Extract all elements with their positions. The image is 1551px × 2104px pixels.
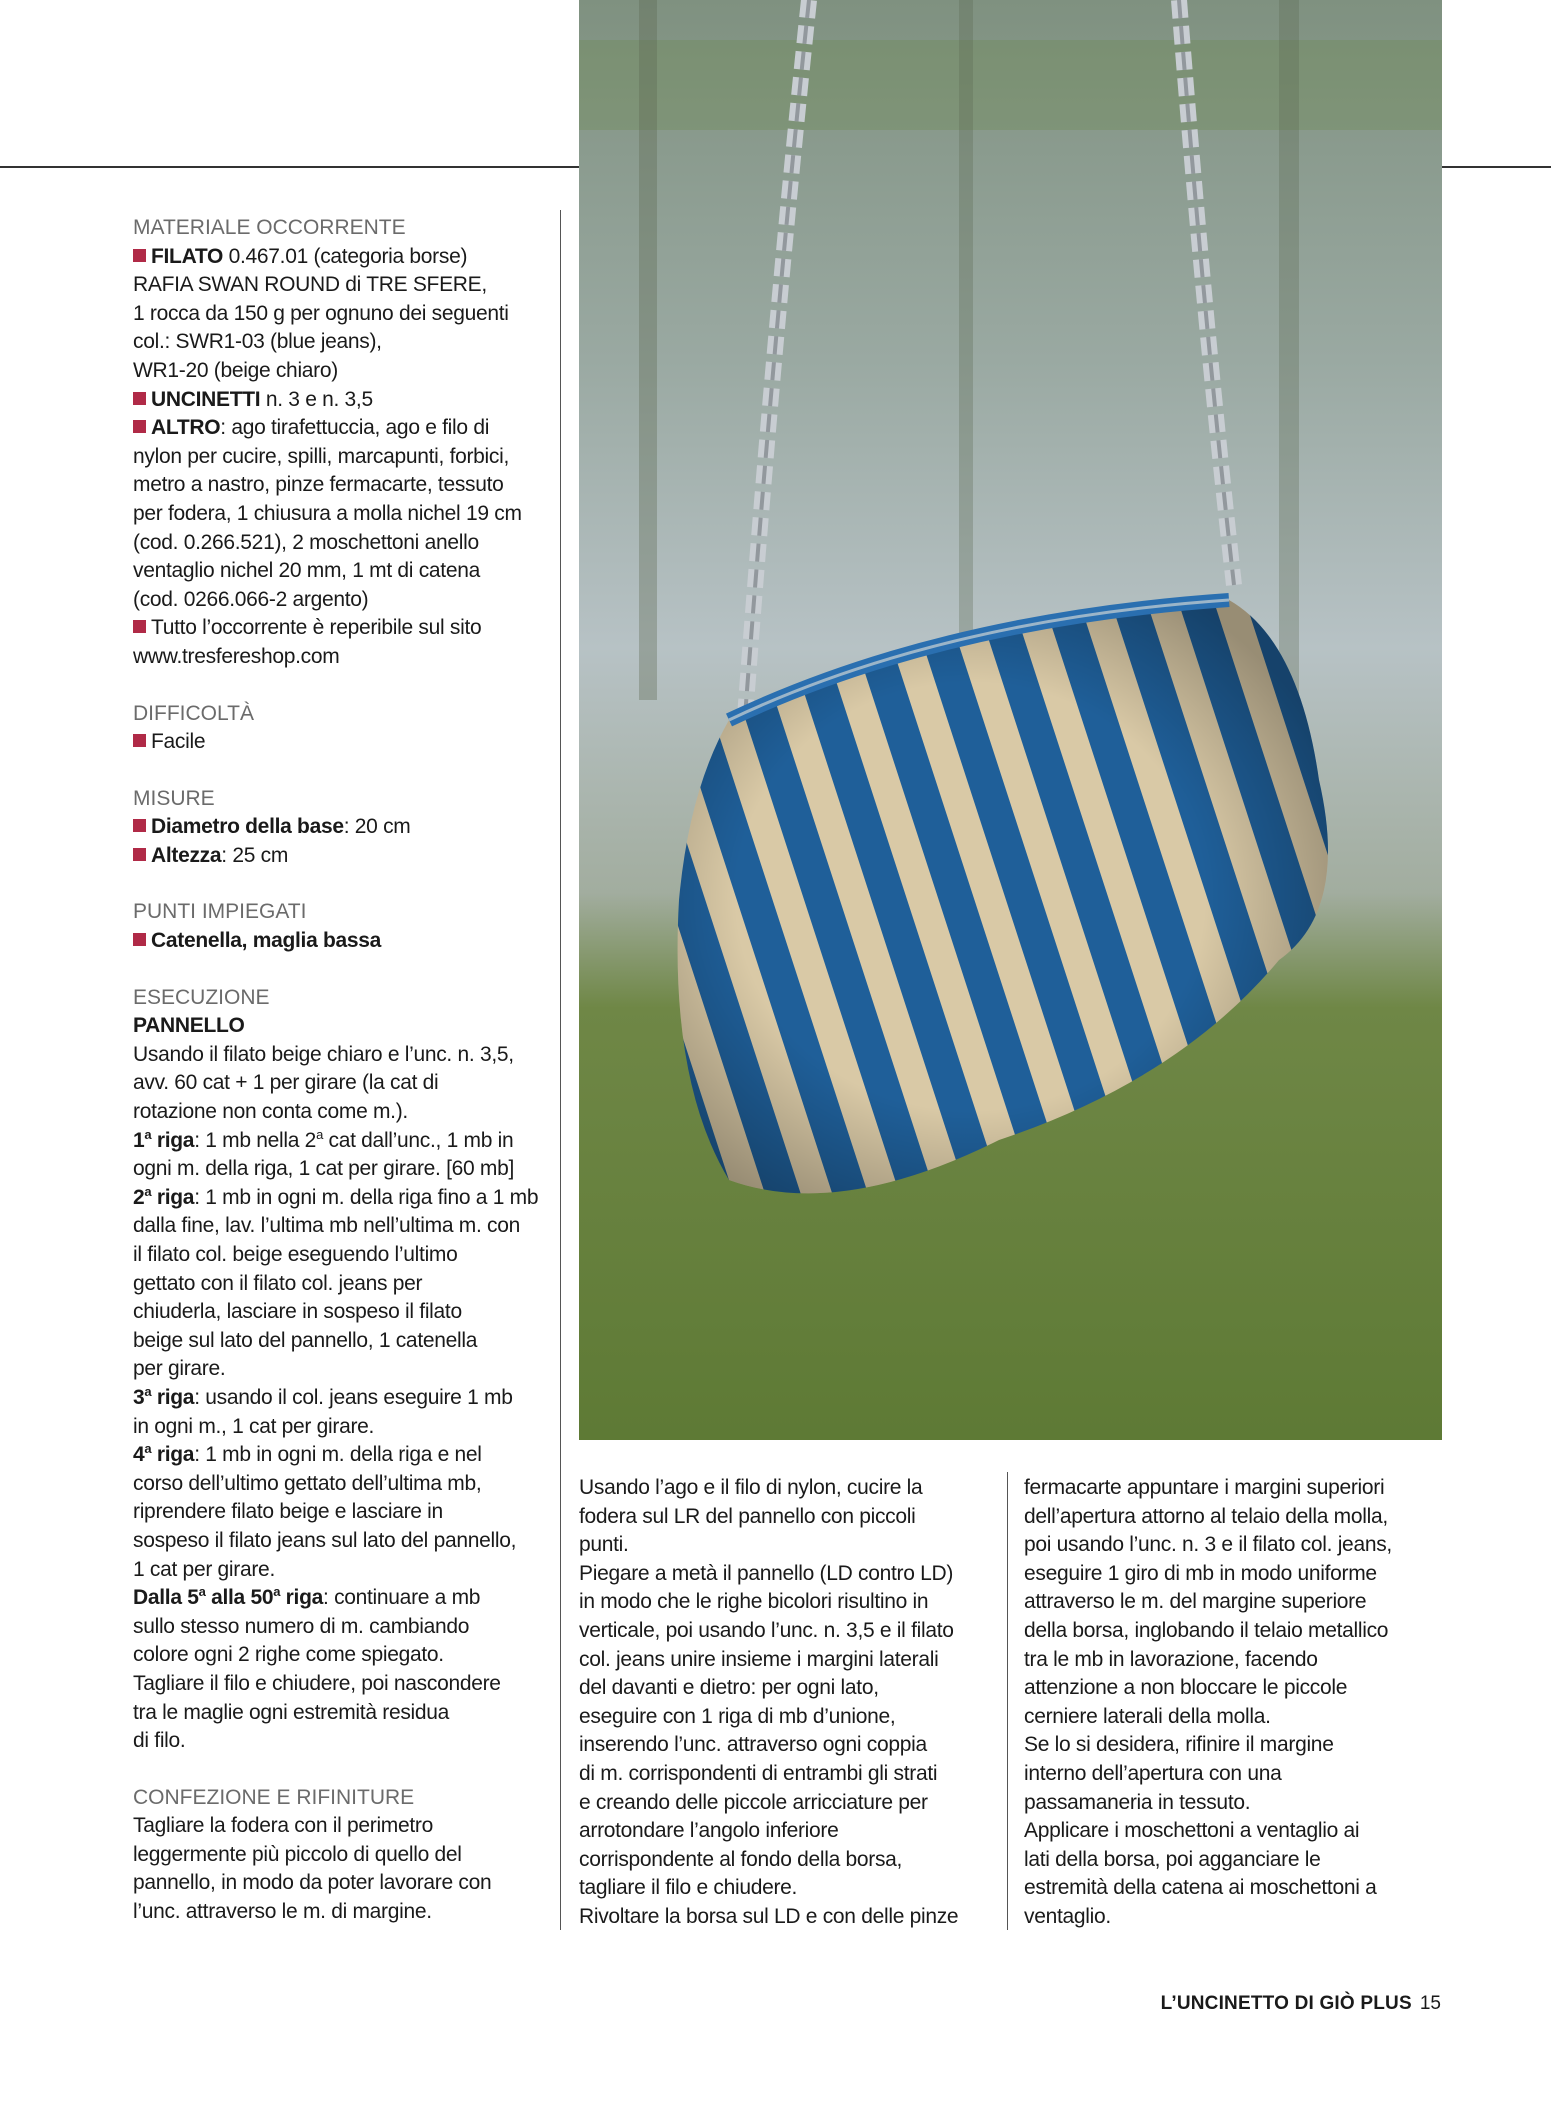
bullet-square-icon	[133, 933, 146, 946]
instruction-text: pannello, in modo da poter lavorare con	[133, 1871, 492, 1895]
bullet-square-icon	[133, 819, 146, 832]
instruction-text: tra le mb in lavorazione, facendo	[1024, 1647, 1318, 1671]
riga-4: 4$^a$ riga: 1 mb in ogni m. della riga e nel	[133, 1441, 482, 1467]
website-text: www.tresfereshop.com	[133, 644, 340, 668]
instruction-text: eseguire 1 giro di mb in modo uniforme	[1024, 1561, 1377, 1585]
product-photo	[579, 0, 1442, 1440]
altro-text: (cod. 0.266.521), 2 moschettoni anello	[133, 530, 479, 554]
section-heading-esecuzione: ESECUZIONE	[133, 985, 270, 1009]
misure-diametro: Diametro della base: 20 cm	[133, 813, 563, 842]
subheading-pannello: PANNELLO	[133, 1014, 245, 1038]
instruction-text: interno dell’apertura con una	[1024, 1761, 1282, 1785]
instruction-text: fodera sul LR del pannello con piccoli	[579, 1504, 916, 1528]
altro-line: ALTRO: ago tirafettuccia, ago e filo di	[133, 414, 563, 443]
right-column	[1024, 1474, 1444, 1932]
bullet-square-icon	[133, 420, 146, 433]
instruction-text: Se lo si desidera, rifinire il margine	[1024, 1733, 1334, 1757]
instruction-text: eseguire con 1 riga di mb d’unione,	[579, 1704, 896, 1728]
page-number: 15	[1419, 1993, 1441, 2014]
altro-text: nylon per cucire, spilli, marcapunti, forbici,	[133, 444, 510, 468]
left-column	[133, 214, 563, 1927]
filato-text: RAFIA SWAN ROUND di TRE SFERE,	[133, 273, 487, 297]
riga-1: 1$^a$ riga: 1 mb nella 2$^a$ cat dall’unc., 1 mb in	[133, 1126, 514, 1152]
instruction-text: in ogni m., 1 cat per girare.	[133, 1414, 375, 1438]
filato-text: WR1-20 (beige chiaro)	[133, 358, 338, 382]
column-divider-right	[1007, 1472, 1008, 1930]
instruction-text: Usando l’ago e il filo di nylon, cucire la	[579, 1476, 923, 1499]
punti-value: Catenella, maglia bassa	[133, 927, 563, 956]
instruction-text: Rivoltare la borsa sul LD e con delle pinze	[579, 1904, 959, 1928]
top-rule-right	[1442, 166, 1551, 168]
righe-5-50: Dalla 5$^a$ alla 50$^a$ riga: continuare a mb	[133, 1584, 481, 1610]
instruction-text: fermacarte appuntare i margini superiori	[1024, 1476, 1385, 1499]
instruction-text: tagliare il filo e chiudere.	[579, 1876, 798, 1900]
instruction-text: in modo che le righe bicolori risultino in	[579, 1590, 929, 1614]
instruction-text: cerniere laterali della molla.	[1024, 1704, 1271, 1728]
instruction-text: Piegare a metà il pannello (LD contro LD)	[579, 1561, 954, 1585]
uncinetti-line: UNCINETTI n. 3 e n. 3,5	[133, 386, 563, 415]
filato-text: 1 rocca da 150 g per ognuno dei seguenti	[133, 301, 509, 325]
filato-text: col.: SWR1-03 (blue jeans),	[133, 330, 382, 354]
instruction-text: ventaglio.	[1024, 1904, 1111, 1928]
instruction-text: ogni m. della riga, 1 cat per girare. [60 mb]	[133, 1157, 515, 1181]
instruction-text: riprendere filato beige e lasciare in	[133, 1500, 443, 1524]
difficolta-value: Facile	[133, 728, 563, 757]
bullet-square-icon	[133, 620, 146, 633]
riga-3: 3$^a$ riga: usando il col. jeans eseguire 1 mb	[133, 1383, 513, 1409]
instruction-text: sullo stesso numero di m. cambiando	[133, 1614, 470, 1638]
instruction-text: chiuderla, lasciare in sospeso il filato	[133, 1300, 462, 1324]
instruction-text: dell’apertura attorno al telaio della molla,	[1024, 1504, 1388, 1528]
instruction-text: il filato col. beige eseguendo l’ultimo	[133, 1243, 458, 1266]
instruction-text: sospeso il filato jeans sul lato del pannello,	[133, 1528, 517, 1552]
instruction-text: di m. corrispondenti di entrambi gli strati	[579, 1761, 938, 1785]
instruction-text: corrispondente al fondo della borsa,	[579, 1847, 903, 1871]
instruction-text: lati della borsa, poi agganciare le	[1024, 1847, 1321, 1871]
reperibile-line: Tutto l’occorrente è reperibile sul sito	[133, 614, 563, 643]
instruction-text: Tagliare il filo e chiudere, poi nascondere	[133, 1671, 501, 1695]
instruction-text: corso dell’ultimo gettato dell’ultima mb,	[133, 1471, 482, 1495]
filato-line: FILATO 0.467.01 (categoria borse)	[133, 243, 563, 272]
bullet-square-icon	[133, 249, 146, 262]
altro-text: ventaglio nichel 20 mm, 1 mt di catena	[133, 559, 480, 583]
altro-text: (cod. 0266.066-2 argento)	[133, 587, 369, 611]
bullet-square-icon	[133, 848, 146, 861]
instruction-text: e creando delle piccole arricciature per	[579, 1790, 928, 1814]
bullet-square-icon	[133, 392, 146, 405]
misure-altezza: Altezza: 25 cm	[133, 842, 563, 871]
section-heading-punti: PUNTI IMPIEGATI	[133, 900, 307, 924]
instruction-text: avv. 60 cat + 1 per girare (la cat di	[133, 1071, 439, 1095]
magazine-name: L’UNCINETTO DI GIÒ PLUS	[1160, 1993, 1412, 2014]
middle-column	[579, 1474, 999, 1932]
altro-text: metro a nastro, pinze fermacarte, tessuto	[133, 473, 504, 497]
instruction-text: leggermente più piccolo di quello del	[133, 1842, 462, 1866]
altro-text: per fodera, 1 chiusura a molla nichel 19 cm	[133, 501, 522, 525]
section-heading-materiale: MATERIALE OCCORRENTE	[133, 216, 406, 239]
instruction-text: del davanti e dietro: per ogni lato,	[579, 1676, 879, 1700]
section-heading-misure: MISURE	[133, 786, 215, 810]
instruction-text: rotazione non conta come m.).	[133, 1100, 408, 1124]
instruction-text: arrotondare l’angolo inferiore	[579, 1819, 839, 1843]
instruction-text: l’unc. attraverso le m. di margine.	[133, 1900, 432, 1924]
instruction-text: tra le maglie ogni estremità residua	[133, 1700, 450, 1724]
instruction-text: estremità della catena ai moschettoni a	[1024, 1876, 1377, 1900]
instruction-text: col. jeans unire insieme i margini laterali	[579, 1647, 939, 1671]
instruction-text: attenzione a non bloccare le piccole	[1024, 1676, 1348, 1700]
instruction-text: 1 cat per girare.	[133, 1557, 275, 1581]
bullet-square-icon	[133, 734, 146, 747]
instruction-text: inserendo l’unc. attraverso ogni coppia	[579, 1733, 927, 1757]
instruction-text: Usando il filato beige chiaro e l’unc. n. 3,5,	[133, 1042, 514, 1066]
section-heading-difficolta: DIFFICOLTÀ	[133, 701, 254, 725]
instruction-text: Applicare i moschettoni a ventaglio ai	[1024, 1819, 1360, 1843]
top-rule-left	[0, 166, 579, 168]
instruction-text: di filo.	[133, 1729, 186, 1753]
instruction-text: beige sul lato del pannello, 1 catenella	[133, 1328, 478, 1352]
instruction-text: verticale, poi usando l’unc. n. 3,5 e il filato	[579, 1618, 954, 1642]
instruction-text: passamaneria in tessuto.	[1024, 1790, 1251, 1814]
instruction-text: poi usando l’unc. n. 3 e il filato col. jeans,	[1024, 1533, 1392, 1557]
instruction-text: per girare.	[133, 1357, 226, 1381]
instruction-text: colore ogni 2 righe come spiegato.	[133, 1643, 444, 1667]
riga-2: 2$^a$ riga: 1 mb in ogni m. della riga fino a 1 mb	[133, 1183, 539, 1209]
instruction-text: gettato con il filato col. jeans per	[133, 1271, 423, 1295]
instruction-text: della borsa, inglobando il telaio metallico	[1024, 1618, 1389, 1642]
instruction-text: Tagliare la fodera con il perimetro	[133, 1814, 433, 1838]
instruction-text: attraverso le m. del margine superiore	[1024, 1590, 1367, 1614]
instruction-text: punti.	[579, 1533, 629, 1557]
section-heading-confezione: CONFEZIONE E RIFINITURE	[133, 1785, 415, 1809]
page-footer	[1161, 1993, 1441, 2015]
instruction-text: dalla fine, lav. l’ultima mb nell’ultima m. con	[133, 1214, 521, 1238]
